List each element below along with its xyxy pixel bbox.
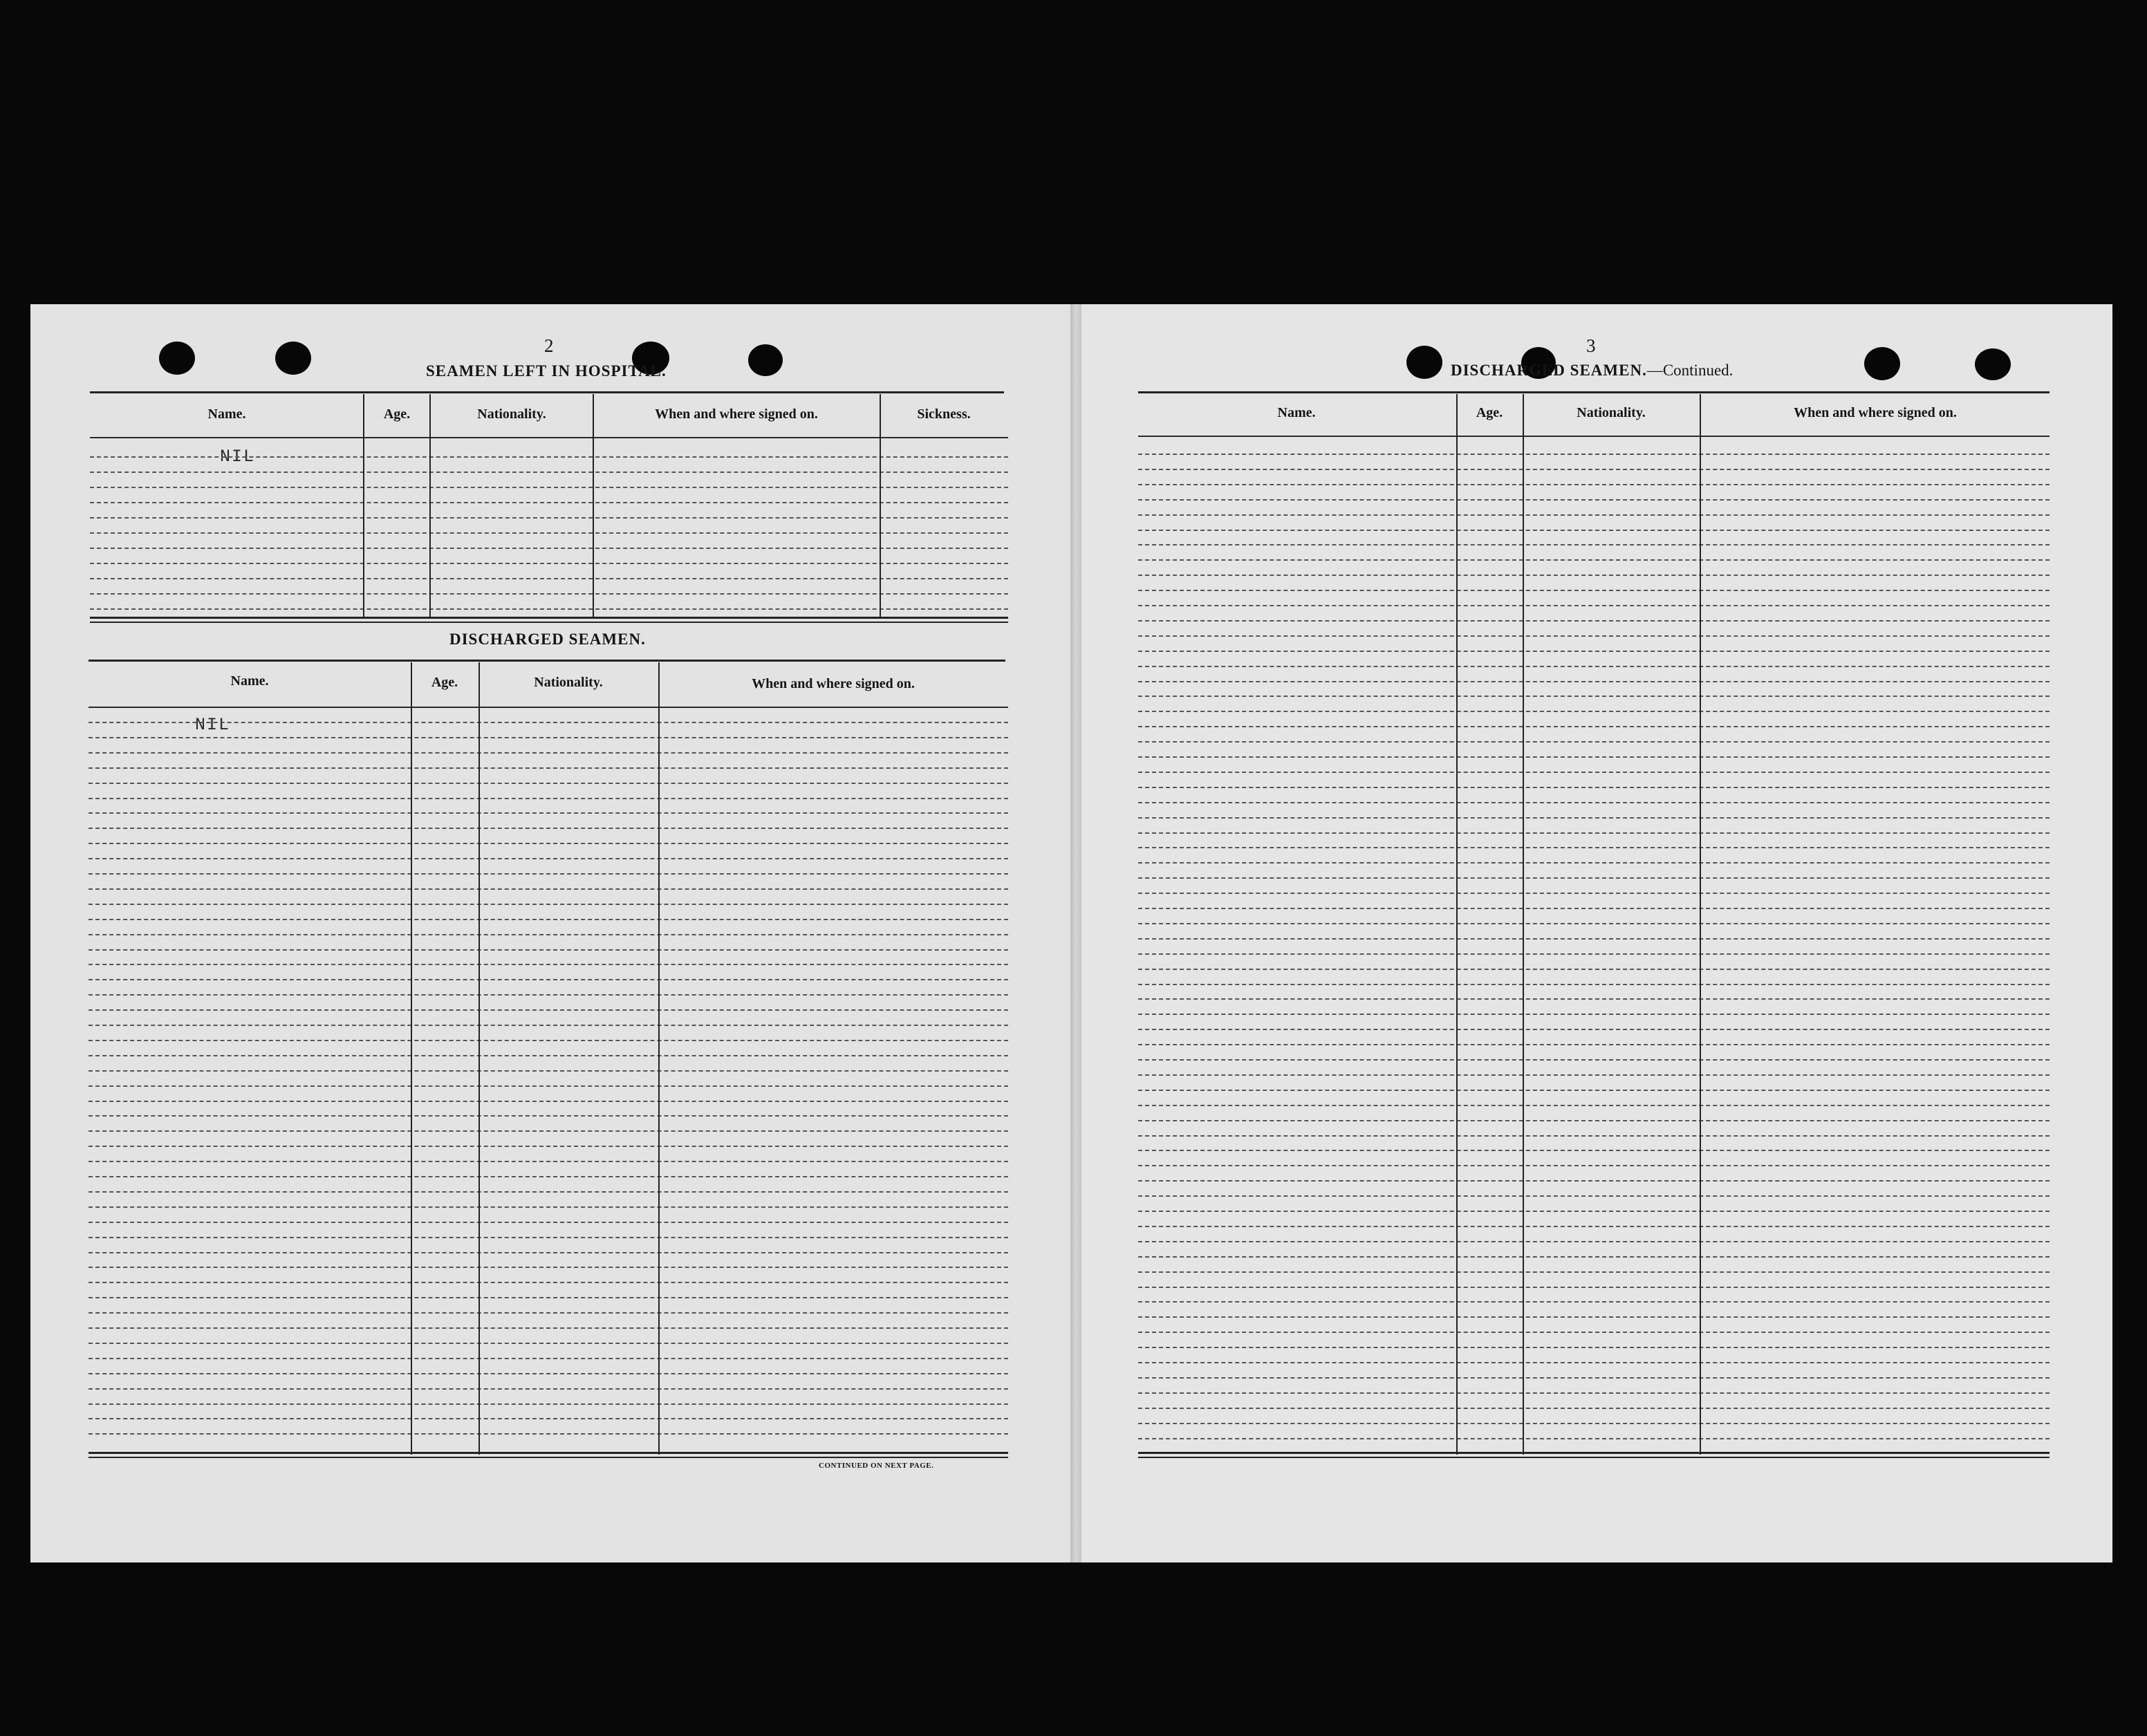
discharged-column-divider [478, 662, 480, 1455]
right-ruled-line [1138, 741, 2050, 743]
right-ruled-line [1138, 544, 2050, 545]
right-ruled-line [1138, 1301, 2050, 1303]
discharged-ruled-line [89, 1388, 1008, 1390]
discharged-ruled-line [89, 1055, 1008, 1056]
discharged-ruled-line [89, 1222, 1008, 1223]
right-ruled-line [1138, 1241, 2050, 1242]
discharged-ruled-line [89, 1267, 1008, 1268]
right-ruled-line [1138, 1195, 2050, 1197]
discharged-col-age: Age. [431, 675, 458, 690]
hospital-ruled-line [90, 593, 1008, 595]
discharged-ruled-line [89, 1312, 1008, 1314]
hospital-ruled-line [90, 472, 1008, 473]
discharged-ruled-line [89, 1009, 1008, 1011]
right-ruled-line [1138, 696, 2050, 697]
hospital-ruled-line [90, 517, 1008, 519]
right-col-name: Name. [1277, 405, 1316, 420]
right-ruled-line [1138, 938, 2050, 940]
discharged-ruled-line [89, 888, 1008, 890]
right-table-bottom-rule [1138, 1452, 2050, 1458]
discharged-ruled-line [89, 843, 1008, 844]
punch-hole [1864, 347, 1900, 380]
right-ruled-line [1138, 1074, 2050, 1076]
right-col-signed-on: When and where signed on. [1794, 405, 1957, 420]
right-ruled-line [1138, 1347, 2050, 1348]
right-ruled-line [1138, 605, 2050, 606]
discharged-ruled-line [89, 1070, 1008, 1072]
right-ruled-line [1138, 1044, 2050, 1045]
right-col-age: Age. [1476, 405, 1503, 420]
hospital-col-sickness: Sickness. [917, 407, 971, 422]
discharged-ruled-line [89, 1237, 1008, 1238]
right-ruled-line [1138, 1362, 2050, 1363]
hospital-ruled-line [90, 456, 1008, 458]
discharged-ruled-line [89, 1115, 1008, 1117]
discharged-ruled-line [89, 1025, 1008, 1026]
continued-note: CONTINUED ON NEXT PAGE. [819, 1462, 934, 1470]
discharged-ruled-line [89, 979, 1008, 980]
discharged-ruled-line [89, 1403, 1008, 1405]
right-ruled-line [1138, 484, 2050, 485]
right-ruled-line [1138, 817, 2050, 819]
right-section-title [1451, 362, 1733, 380]
right-ruled-line [1138, 635, 2050, 637]
right-ruled-line [1138, 1392, 2050, 1394]
right-ruled-line [1138, 1256, 2050, 1258]
discharged-column-divider [411, 662, 412, 1455]
right-ruled-line [1138, 1211, 2050, 1212]
right-ruled-line [1138, 469, 2050, 470]
right-ruled-line [1138, 530, 2050, 531]
discharged-header-rule [89, 707, 1008, 708]
right-ruled-line [1138, 756, 2050, 758]
discharged-ruled-line [89, 949, 1008, 951]
right-ruled-line [1138, 1014, 2050, 1015]
right-column-divider [1523, 394, 1524, 1455]
discharged-ruled-line [89, 1418, 1008, 1419]
right-ruled-line [1138, 1029, 2050, 1030]
right-header-rule [1138, 436, 2050, 437]
discharged-ruled-line [89, 1297, 1008, 1298]
hospital-section-title: SEAMEN LEFT IN HOSPITAL. [426, 362, 667, 380]
right-ruled-line [1138, 1226, 2050, 1227]
discharged-col-signed-on: When and where signed on. [752, 676, 915, 691]
discharged-ruled-line [89, 858, 1008, 859]
discharged-column-divider [658, 662, 660, 1455]
hospital-table-bottom-rule [90, 617, 1008, 623]
right-ruled-line [1138, 953, 2050, 955]
right-ruled-line [1138, 787, 2050, 788]
right-page [1079, 304, 2112, 1562]
discharged-ruled-line [89, 812, 1008, 814]
right-ruled-line [1138, 923, 2050, 924]
right-ruled-line [1138, 454, 2050, 455]
right-col-nationality: Nationality. [1577, 405, 1646, 420]
hospital-nil-entry: NIL [220, 447, 256, 467]
discharged-ruled-line [89, 1282, 1008, 1283]
hospital-column-divider [880, 394, 881, 617]
right-ruled-line [1138, 499, 2050, 501]
right-ruled-line [1138, 1059, 2050, 1061]
hospital-column-divider [363, 394, 364, 617]
discharged-ruled-line [89, 798, 1008, 799]
discharged-ruled-line [89, 783, 1008, 784]
hospital-ruled-line [90, 608, 1008, 610]
right-ruled-line [1138, 1090, 2050, 1091]
punch-hole [1975, 348, 2011, 380]
hospital-ruled-line [90, 502, 1008, 503]
discharged-ruled-line [89, 752, 1008, 754]
right-ruled-line [1138, 862, 2050, 864]
right-ruled-line [1138, 726, 2050, 727]
page-fold [1070, 304, 1081, 1562]
right-ruled-line [1138, 559, 2050, 561]
discharged-ruled-line [89, 1040, 1008, 1041]
right-ruled-line [1138, 998, 2050, 1000]
hospital-ruled-line [90, 548, 1008, 549]
hospital-table-top-rule [90, 391, 1004, 393]
right-ruled-line [1138, 802, 2050, 803]
right-ruled-line [1138, 847, 2050, 848]
right-column-divider [1456, 394, 1458, 1455]
hospital-ruled-line [90, 563, 1008, 564]
right-ruled-line [1138, 984, 2050, 985]
discharged-col-nationality: Nationality. [534, 675, 603, 690]
discharged-ruled-line [89, 964, 1008, 965]
right-ruled-line [1138, 575, 2050, 576]
right-ruled-line [1138, 772, 2050, 773]
right-ruled-line [1138, 620, 2050, 622]
discharged-ruled-line [89, 1433, 1008, 1435]
right-ruled-line [1138, 969, 2050, 970]
right-ruled-line [1138, 1423, 2050, 1424]
right-ruled-line [1138, 651, 2050, 652]
right-ruled-line [1138, 877, 2050, 879]
discharged-ruled-line [89, 828, 1008, 829]
hospital-col-signed-on: When and where signed on. [655, 407, 818, 422]
right-section-title-main: DISCHARGED SEAMEN. [1451, 362, 1647, 379]
discharged-ruled-line [89, 994, 1008, 996]
discharged-ruled-line [89, 1161, 1008, 1162]
right-column-divider [1700, 394, 1701, 1455]
discharged-ruled-line [89, 1130, 1008, 1132]
hospital-col-name: Name. [207, 407, 246, 422]
punch-hole [159, 342, 195, 375]
discharged-section-title: DISCHARGED SEAMEN. [449, 631, 646, 648]
discharged-ruled-line [89, 1327, 1008, 1329]
right-ruled-line [1138, 1150, 2050, 1151]
discharged-ruled-line [89, 1101, 1008, 1102]
discharged-ruled-line [89, 737, 1008, 738]
page-number: 2 [544, 335, 554, 356]
discharged-table-top-rule [89, 660, 1005, 662]
hospital-col-nationality: Nationality. [477, 407, 546, 422]
right-ruled-line [1138, 681, 2050, 682]
right-ruled-line [1138, 908, 2050, 909]
discharged-ruled-line [89, 1146, 1008, 1147]
right-ruled-line [1138, 832, 2050, 834]
discharged-ruled-line [89, 1176, 1008, 1177]
right-ruled-line [1138, 1332, 2050, 1333]
discharged-ruled-line [89, 1206, 1008, 1208]
discharged-ruled-line [89, 1252, 1008, 1253]
discharged-ruled-line [89, 1343, 1008, 1344]
right-ruled-line [1138, 1438, 2050, 1439]
discharged-col-name: Name. [230, 673, 269, 689]
punch-hole [1406, 346, 1442, 379]
discharged-ruled-line [89, 767, 1008, 769]
right-ruled-line [1138, 1287, 2050, 1288]
right-ruled-line [1138, 1316, 2050, 1318]
discharged-ruled-line [89, 722, 1008, 723]
discharged-ruled-line [89, 934, 1008, 935]
hospital-column-divider [593, 394, 594, 617]
right-ruled-line [1138, 1105, 2050, 1106]
punch-hole [275, 342, 311, 375]
right-ruled-line [1138, 1135, 2050, 1137]
discharged-table-bottom-rule [89, 1452, 1008, 1458]
discharged-ruled-line [89, 1085, 1008, 1087]
right-ruled-line [1138, 590, 2050, 591]
hospital-col-age: Age. [383, 407, 411, 422]
right-ruled-line [1138, 1271, 2050, 1273]
discharged-ruled-line [89, 873, 1008, 875]
hospital-ruled-line [90, 578, 1008, 579]
right-ruled-line [1138, 666, 2050, 667]
discharged-ruled-line [89, 1373, 1008, 1374]
hospital-header-rule [90, 437, 1008, 438]
right-section-title-suffix: —Continued. [1646, 362, 1734, 379]
discharged-ruled-line [89, 1358, 1008, 1359]
right-ruled-line [1138, 1120, 2050, 1121]
discharged-nil-entry: NIL [195, 715, 231, 735]
right-ruled-line [1138, 514, 2050, 516]
right-ruled-line [1138, 1377, 2050, 1379]
page-number: 3 [1586, 335, 1596, 356]
hospital-ruled-line [90, 487, 1008, 488]
hospital-ruled-line [90, 532, 1008, 534]
discharged-ruled-line [89, 904, 1008, 905]
discharged-ruled-line [89, 1191, 1008, 1193]
right-ruled-line [1138, 711, 2050, 712]
right-ruled-line [1138, 893, 2050, 894]
hospital-column-divider [429, 394, 431, 617]
punch-hole [748, 344, 783, 376]
right-ruled-line [1138, 1180, 2050, 1182]
right-ruled-line [1138, 1165, 2050, 1166]
right-ruled-line [1138, 1408, 2050, 1409]
discharged-ruled-line [89, 919, 1008, 920]
right-table-top-rule [1138, 391, 2050, 393]
